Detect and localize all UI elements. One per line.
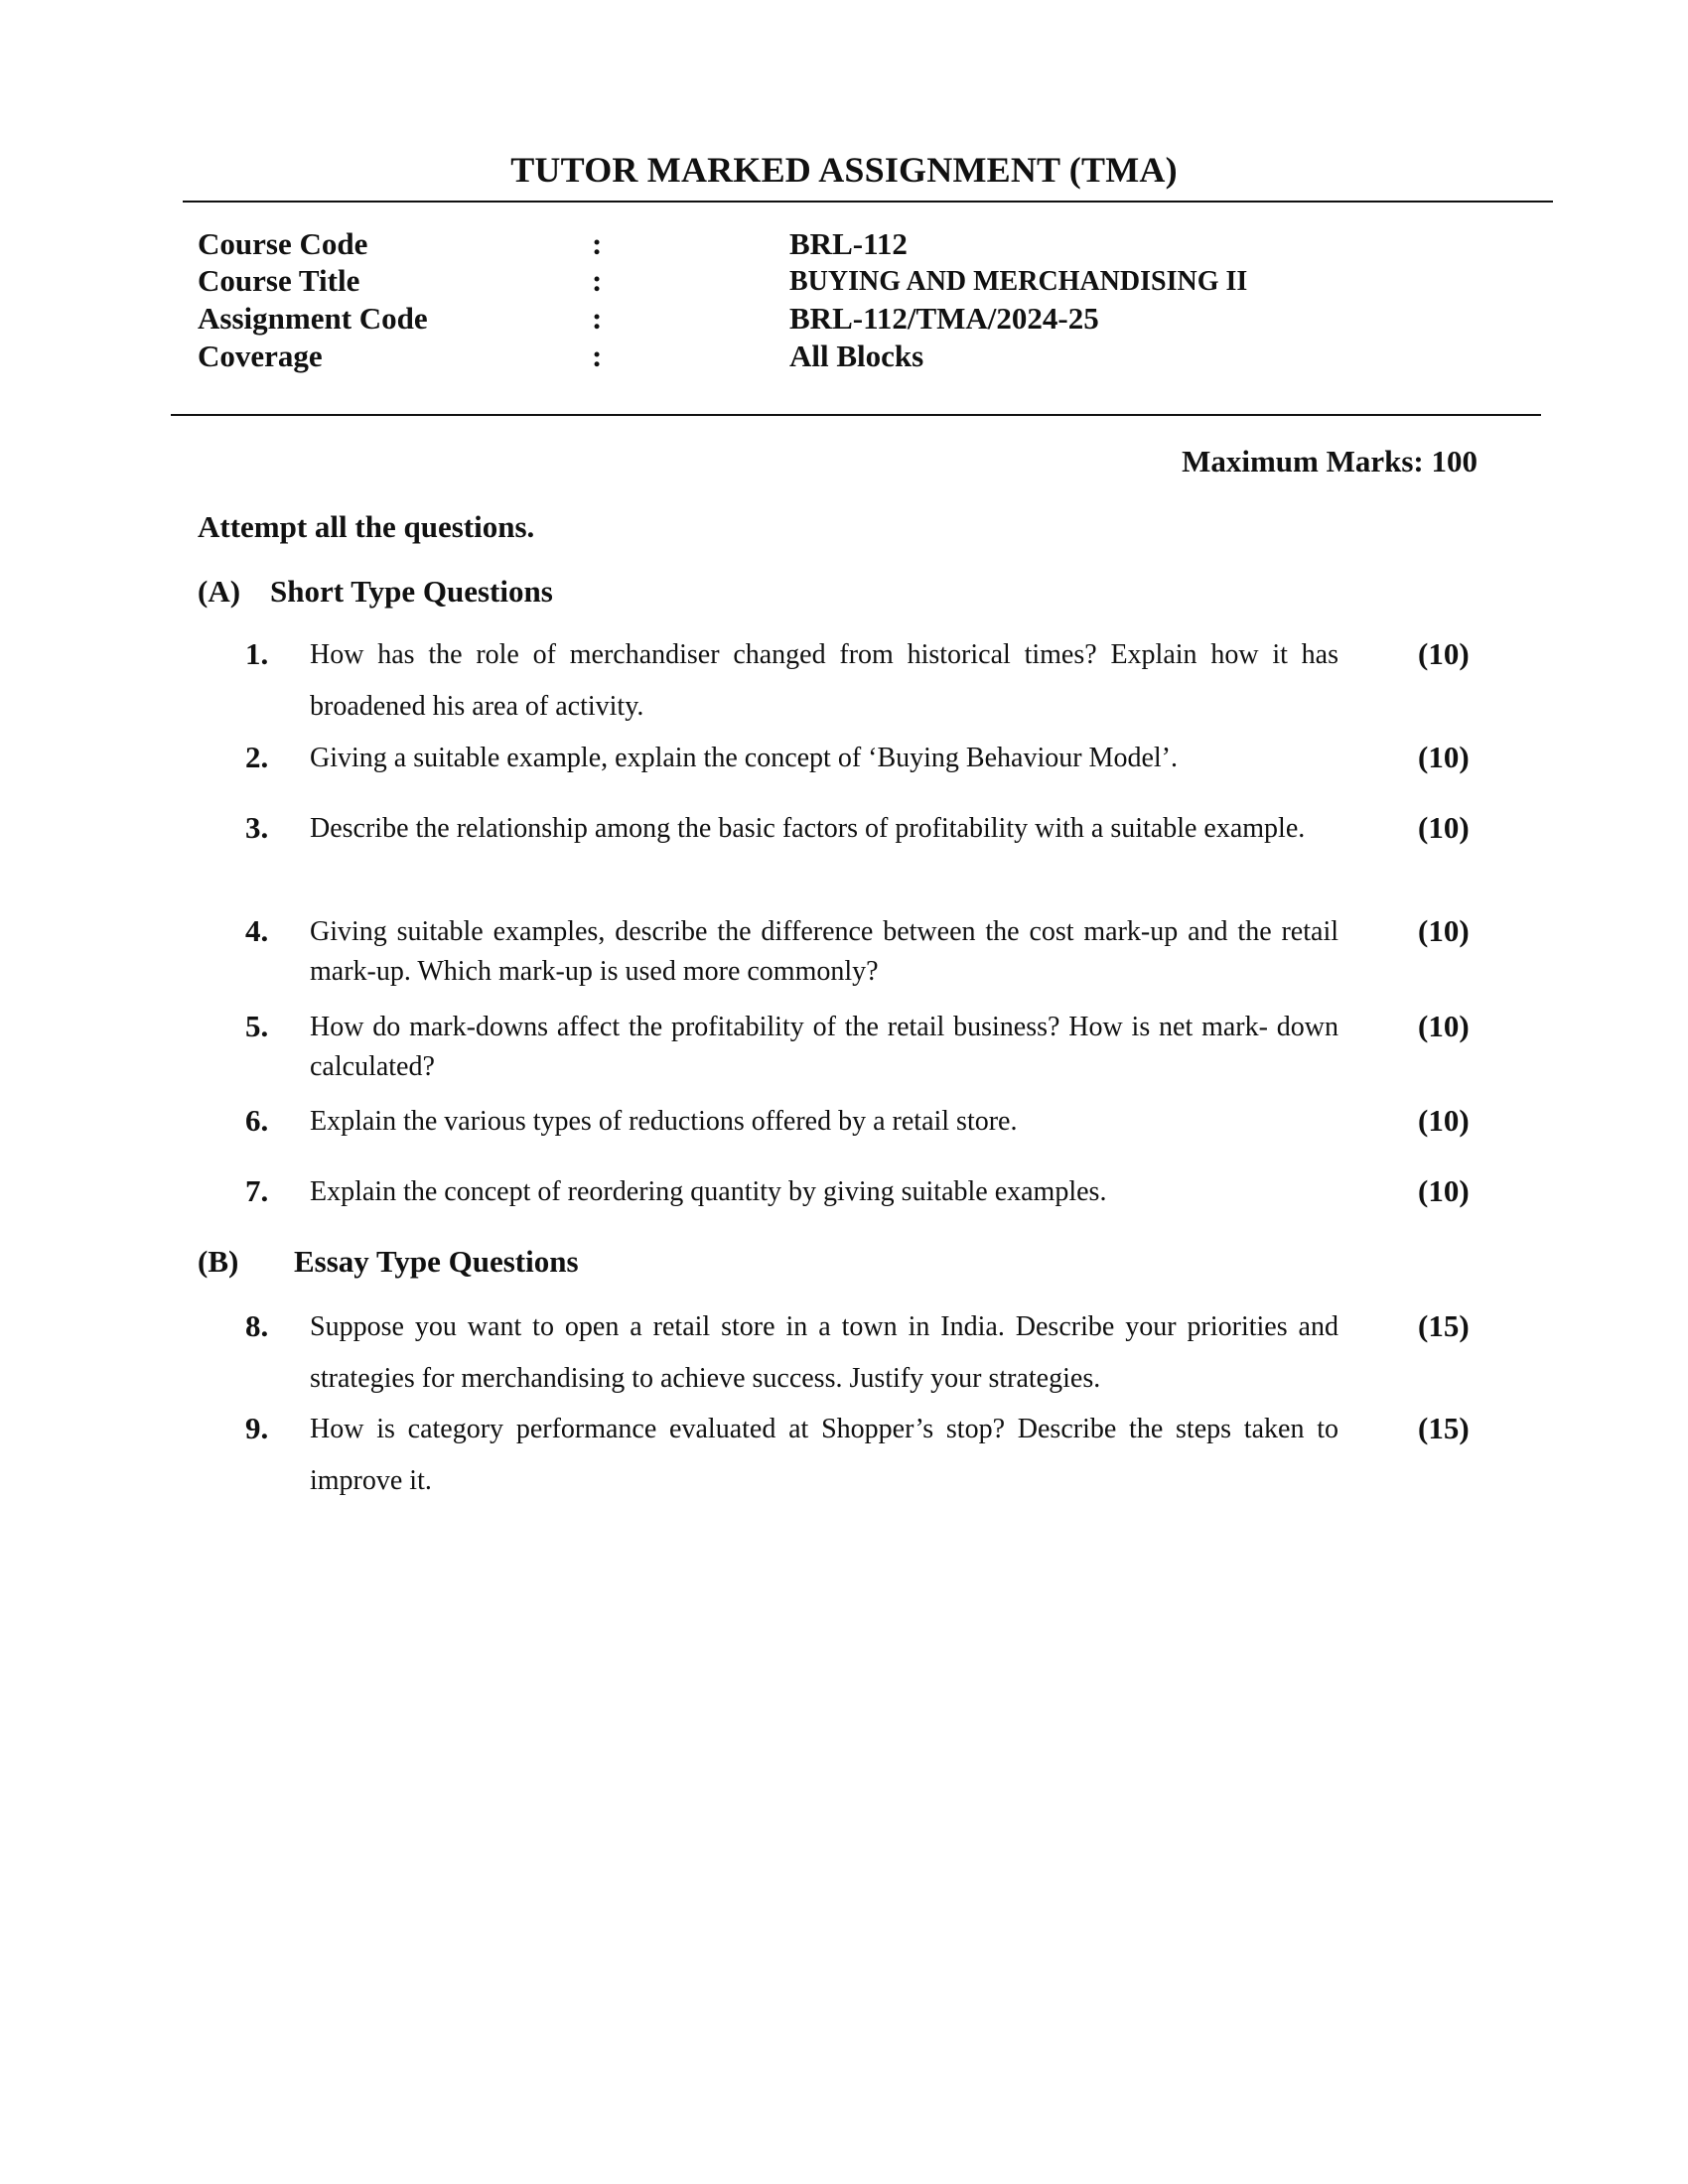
meta-colon: :: [592, 226, 603, 261]
question-number: 8.: [245, 1308, 269, 1343]
meta-value: BRL-112/TMA/2024-25: [789, 301, 1099, 336]
question-marks: (15): [1418, 1308, 1470, 1343]
question-number: 7.: [245, 1173, 269, 1208]
question-number: 2.: [245, 740, 269, 774]
meta-colon: :: [592, 339, 603, 373]
meta-colon: :: [592, 263, 603, 298]
page-title: TUTOR MARKED ASSIGNMENT (TMA): [510, 150, 1178, 190]
question-number: 6.: [245, 1103, 269, 1138]
meta-coverage: [0, 339, 1688, 376]
question-marks: (10): [1418, 740, 1470, 774]
question-text: Explain the concept of reordering quantity by giving suitable examples.: [310, 1176, 1107, 1207]
maximum-marks: Maximum Marks: 100: [1182, 444, 1477, 478]
top-divider: [183, 201, 1553, 203]
meta-value: BUYING AND MERCHANDISING II: [789, 266, 1248, 297]
meta-label: Assignment Code: [198, 301, 428, 336]
question-text: Explain the various types of reductions offered by a retail store.: [310, 1106, 1018, 1137]
meta-value: BRL-112: [789, 226, 908, 261]
section-letter: (B): [198, 1244, 239, 1279]
section-letter: (A): [198, 574, 241, 609]
meta-label: Course Code: [198, 226, 368, 261]
question-text: How do mark-downs affect the profitability of the retail business? How is net mark- down calculated?: [310, 1012, 1338, 1082]
question-marks: (10): [1418, 913, 1470, 948]
question-marks: (10): [1418, 1009, 1470, 1043]
section-title: Short Type Questions: [270, 574, 553, 609]
meta-value: All Blocks: [789, 339, 924, 373]
question-number: 5.: [245, 1009, 269, 1043]
question-number: 1.: [245, 636, 269, 671]
question-text: How is category performance evaluated at Shopper’s stop? Describe the steps taken to improve it.: [310, 1414, 1338, 1496]
question-text: Describe the relationship among the basic factors of profitability with a suitable example.: [310, 813, 1306, 844]
bottom-divider: [171, 414, 1541, 416]
meta-colon: :: [592, 301, 603, 336]
meta-course-code: [0, 226, 1688, 264]
question-text: Giving suitable examples, describe the difference between the cost mark-up and the retail mark-up. Which mark-up is used more commonly?: [310, 916, 1338, 987]
question-marks: (10): [1418, 1173, 1470, 1208]
question-marks: (10): [1418, 1103, 1470, 1138]
meta-label: Coverage: [198, 339, 323, 373]
instruction: Attempt all the questions.: [198, 509, 535, 544]
meta-label: Course Title: [198, 263, 360, 298]
meta-assignment-code: [0, 301, 1688, 339]
question-number: 4.: [245, 913, 269, 948]
question-marks: (10): [1418, 636, 1470, 671]
meta-course-title: [0, 263, 1688, 301]
question-text: Giving a suitable example, explain the concept of ‘Buying Behaviour Model’.: [310, 743, 1178, 773]
question-text: How has the role of merchandiser changed from historical times? Explain how it has broadened his area of activity.: [310, 639, 1338, 722]
question-number: 3.: [245, 810, 269, 845]
question-number: 9.: [245, 1411, 269, 1445]
question-marks: (15): [1418, 1411, 1470, 1445]
question-text: Suppose you want to open a retail store in a town in India. Describe your priorities and strategies for merchandising to achieve success. Justify your strategies.: [310, 1311, 1338, 1394]
section-title: Essay Type Questions: [294, 1244, 579, 1279]
question-marks: (10): [1418, 810, 1470, 845]
